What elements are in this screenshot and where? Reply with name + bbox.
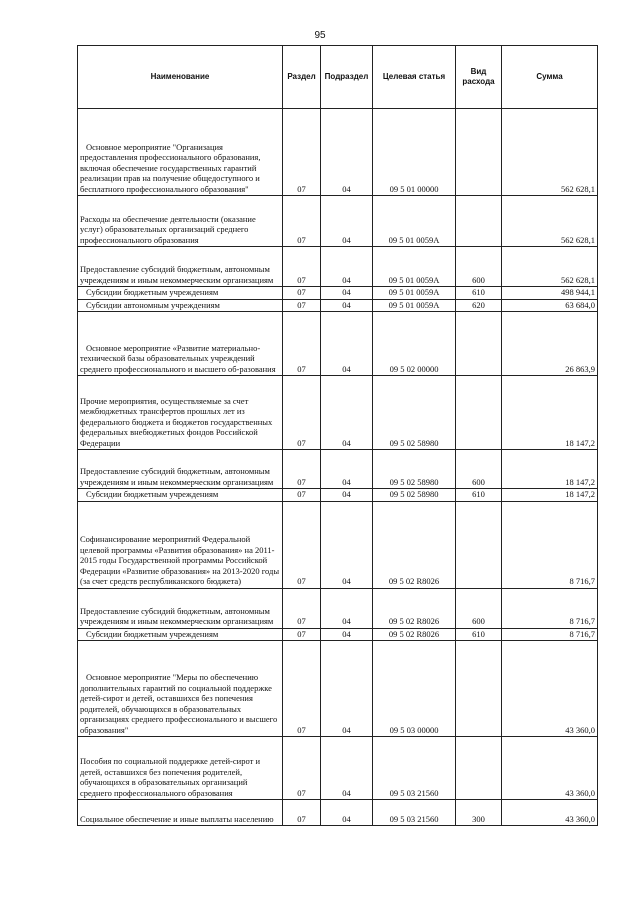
row-target: 09 5 03 21560 xyxy=(373,800,456,826)
row-subsection: 04 xyxy=(321,800,373,826)
row-section: 07 xyxy=(283,737,321,800)
row-subsection: 04 xyxy=(321,376,373,450)
header-section: Раздел xyxy=(283,46,321,109)
row-name: Расходы на обеспечение деятельности (оказание услуг) образовательных организаций среднего профессионального образования xyxy=(78,196,283,247)
row-target: 09 5 02 R8026 xyxy=(373,588,456,628)
row-kind xyxy=(456,376,502,450)
row-section: 07 xyxy=(283,196,321,247)
row-subsection: 04 xyxy=(321,489,373,502)
header-subsection: Подраздел xyxy=(321,46,373,109)
row-target: 09 5 03 00000 xyxy=(373,641,456,737)
row-subsection: 04 xyxy=(321,247,373,287)
row-target: 09 5 01 0059А xyxy=(373,247,456,287)
table-row xyxy=(78,247,598,287)
row-target: 09 5 01 0059А xyxy=(373,196,456,247)
row-section: 07 xyxy=(283,450,321,489)
table-row xyxy=(78,501,598,588)
row-kind xyxy=(456,641,502,737)
row-kind: 600 xyxy=(456,588,502,628)
table-row xyxy=(78,628,598,641)
row-kind: 610 xyxy=(456,489,502,502)
row-section: 07 xyxy=(283,376,321,450)
table-row xyxy=(78,376,598,450)
header-name: Наименование xyxy=(78,46,283,109)
row-subsection: 04 xyxy=(321,109,373,196)
row-subsection: 04 xyxy=(321,641,373,737)
row-amount: 562 628,1 xyxy=(502,247,598,287)
row-amount: 43 360,0 xyxy=(502,641,598,737)
table-row xyxy=(78,196,598,247)
row-name: Субсидии автономным учреждениям xyxy=(78,299,283,312)
row-section: 07 xyxy=(283,489,321,502)
row-kind xyxy=(456,196,502,247)
row-target: 09 5 02 R8026 xyxy=(373,501,456,588)
table-row xyxy=(78,800,598,826)
row-subsection: 04 xyxy=(321,287,373,300)
table-row xyxy=(78,489,598,502)
row-name: Предоставление субсидий бюджетным, автономным учреждениям и иным некоммерческим организациям xyxy=(78,247,283,287)
row-amount: 18 147,2 xyxy=(502,450,598,489)
row-name: Пособия по социальной поддержке детей-сирот и детей, оставшихся без попечения родителей, обучающихся в образовательных организаций среднего профессионального образования xyxy=(78,737,283,800)
row-section: 07 xyxy=(283,641,321,737)
row-amount: 18 147,2 xyxy=(502,489,598,502)
row-subsection: 04 xyxy=(321,588,373,628)
row-target: 09 5 02 58980 xyxy=(373,376,456,450)
row-amount: 8 716,7 xyxy=(502,501,598,588)
row-section: 07 xyxy=(283,501,321,588)
row-amount: 18 147,2 xyxy=(502,376,598,450)
row-target: 09 5 01 0059А xyxy=(373,299,456,312)
header-target: Целевая статья xyxy=(373,46,456,109)
row-section: 07 xyxy=(283,800,321,826)
table-row xyxy=(78,641,598,737)
row-subsection: 04 xyxy=(321,628,373,641)
row-target: 09 5 02 R8026 xyxy=(373,628,456,641)
table-row xyxy=(78,109,598,196)
budget-table xyxy=(77,45,598,826)
header-row xyxy=(78,46,598,109)
row-subsection: 04 xyxy=(321,501,373,588)
table-row xyxy=(78,312,598,376)
row-name: Предоставление субсидий бюджетным, автономным учреждениям и иным некоммерческим организациям xyxy=(78,588,283,628)
row-target: 09 5 02 00000 xyxy=(373,312,456,376)
row-kind xyxy=(456,737,502,800)
header-amount: Сумма xyxy=(502,46,598,109)
row-kind xyxy=(456,109,502,196)
row-subsection: 04 xyxy=(321,737,373,800)
row-kind xyxy=(456,312,502,376)
row-section: 07 xyxy=(283,247,321,287)
row-name: Субсидии бюджетным учреждениям xyxy=(78,489,283,502)
row-amount: 26 863,9 xyxy=(502,312,598,376)
row-section: 07 xyxy=(283,109,321,196)
row-kind: 600 xyxy=(456,450,502,489)
row-subsection: 04 xyxy=(321,196,373,247)
table-row xyxy=(78,737,598,800)
row-subsection: 04 xyxy=(321,299,373,312)
row-name: Субсидии бюджетным учреждениям xyxy=(78,628,283,641)
row-name: Основное мероприятие "Меры по обеспечению дополнительных гарантий по социальной поддержке детей-сирот и детей, оставшихся без попечения родителей, обучающихся в образовательных организациях среднего профессионального и высшего образования" xyxy=(78,641,283,737)
row-amount: 562 628,1 xyxy=(502,109,598,196)
row-subsection: 04 xyxy=(321,450,373,489)
row-kind: 610 xyxy=(456,287,502,300)
table-row xyxy=(78,450,598,489)
row-section: 07 xyxy=(283,299,321,312)
table-row xyxy=(78,299,598,312)
row-amount: 43 360,0 xyxy=(502,737,598,800)
row-target: 09 5 02 58980 xyxy=(373,450,456,489)
table-row xyxy=(78,287,598,300)
row-target: 09 5 01 00000 xyxy=(373,109,456,196)
row-name: Социальное обеспечение и иные выплаты населению xyxy=(78,800,283,826)
row-name: Прочие мероприятия, осуществляемые за счет межбюджетных трансфертов прошлых лет из федерального бюджета и бюджетов государственных федеральных внебюджетных фондов Российской Федерации xyxy=(78,376,283,450)
row-amount: 8 716,7 xyxy=(502,628,598,641)
row-section: 07 xyxy=(283,312,321,376)
page-number: 95 xyxy=(314,30,326,41)
row-section: 07 xyxy=(283,287,321,300)
row-target: 09 5 01 0059А xyxy=(373,287,456,300)
row-amount: 562 628,1 xyxy=(502,196,598,247)
row-name: Субсидии бюджетным учреждениям xyxy=(78,287,283,300)
row-name: Основное мероприятие "Организация предоставления профессионального образования, включая обеспечение государственных гарантий реализации прав на получение общедоступного и бесплатного профессионального образования" xyxy=(78,109,283,196)
row-amount: 8 716,7 xyxy=(502,588,598,628)
row-kind: 300 xyxy=(456,800,502,826)
row-name: Софинансирование мероприятий Федеральной целевой программы «Развития образования» на 2011-2015 годы Государственной программы Российской Федерации «Развитие образования» на 2013-2020 годы (за счет средств республиканского бюджета) xyxy=(78,501,283,588)
row-section: 07 xyxy=(283,628,321,641)
row-name: Предоставление субсидий бюджетным, автономным учреждениям и иным некоммерческим организациям xyxy=(78,450,283,489)
row-target: 09 5 03 21560 xyxy=(373,737,456,800)
row-amount: 498 944,1 xyxy=(502,287,598,300)
row-section: 07 xyxy=(283,588,321,628)
row-target: 09 5 02 58980 xyxy=(373,489,456,502)
row-amount: 43 360,0 xyxy=(502,800,598,826)
table-row xyxy=(78,588,598,628)
row-amount: 63 684,0 xyxy=(502,299,598,312)
row-kind: 620 xyxy=(456,299,502,312)
row-name: Основное мероприятие «Развитие материально-технической базы образовательных учреждений среднего профессионального и высшего об-разования xyxy=(78,312,283,376)
header-kind: Вид расхода xyxy=(456,46,502,109)
row-subsection: 04 xyxy=(321,312,373,376)
row-kind xyxy=(456,501,502,588)
row-kind: 610 xyxy=(456,628,502,641)
row-kind: 600 xyxy=(456,247,502,287)
